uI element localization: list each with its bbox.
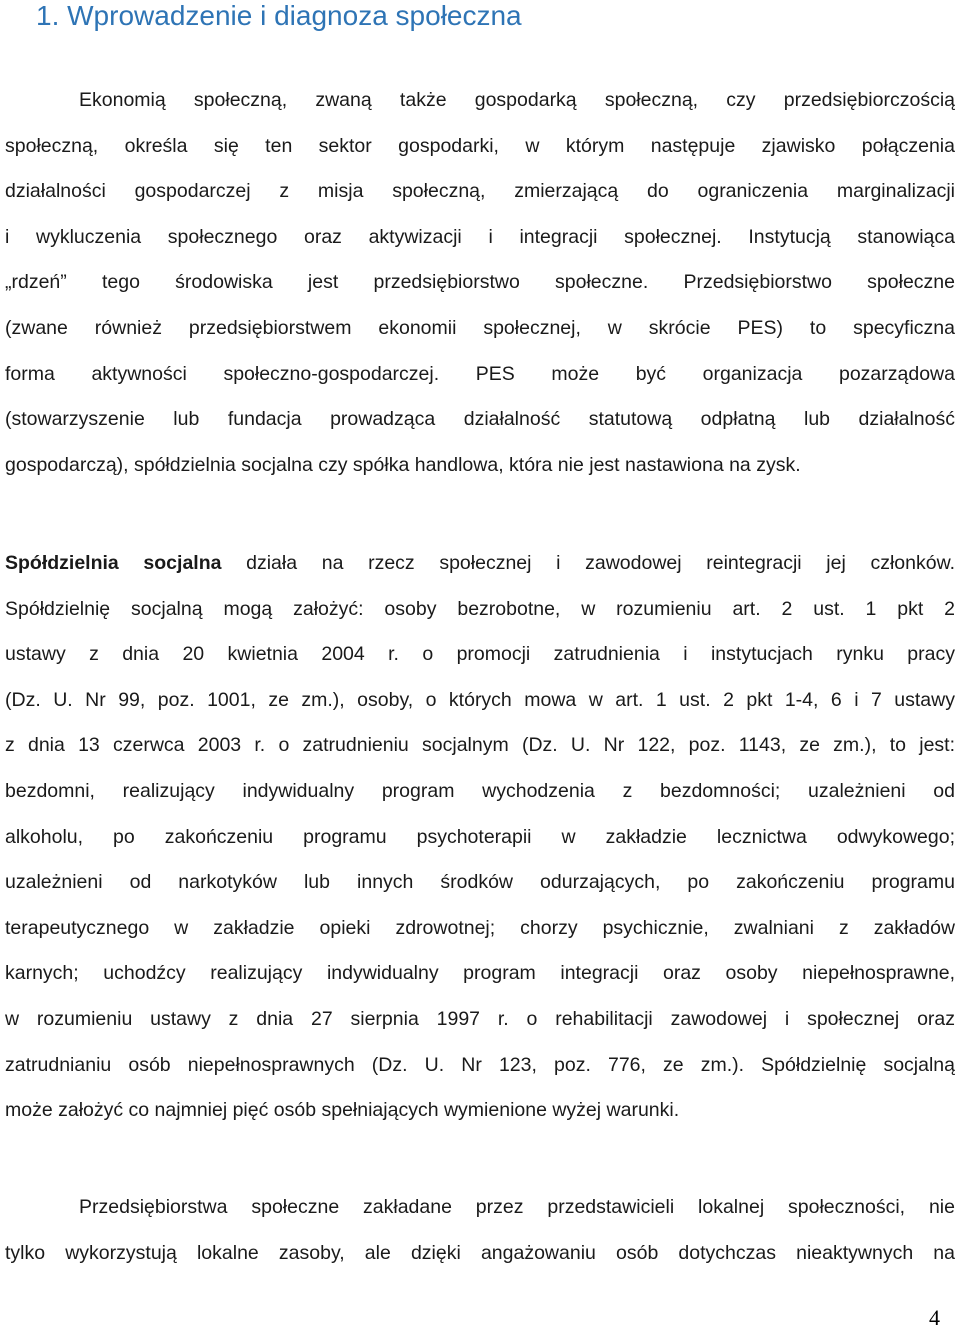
paragraph-line: zatrudnianiu osób niepełnosprawnych (Dz. U. Nr 123, poz. 776, ze zm.). Spółdzielnię socjalną	[5, 1053, 955, 1076]
paragraph-line: może założyć co najmniej pięć osób spełniających wymienione wyżej warunki.	[5, 1099, 680, 1122]
paragraph-line: forma aktywności społeczno-gospodarczej. PES może być organizacja pozarządowa	[5, 362, 955, 385]
paragraph-social-economy	[5, 78, 955, 488]
paragraph-line: i wykluczenia społecznego oraz aktywizacji i integracji społecznej. Instytucją stanowiąca	[5, 225, 955, 248]
paragraph-line: gospodarczą), spółdzielnia socjalna czy spółka handlowa, która nie jest nastawiona na zysk.	[5, 453, 801, 476]
section-heading: 1. Wprowadzenie i diagnoza społeczna	[36, 0, 522, 31]
paragraph-line: (Dz. U. Nr 99, poz. 1001, ze zm.), osoby, o których mowa w art. 1 ust. 2 pkt 1-4, 6 i 7 ustawy	[5, 688, 955, 711]
paragraph-line: Przedsiębiorstwa społeczne zakładane przez przedstawicieli lokalnej społeczności, nie	[79, 1196, 955, 1218]
paragraph-line: Ekonomią społeczną, zwaną także gospodarką społeczną, czy przedsiębiorczością	[79, 89, 955, 111]
paragraph-line: karnych; uchodźcy realizujący indywidualny program integracji oraz osoby niepełnosprawne,	[5, 962, 955, 985]
bold-term: Spółdzielnia socjalna	[5, 552, 222, 574]
paragraph-line: (stowarzyszenie lub fundacja prowadząca działalność statutową odpłatną lub działalność	[5, 408, 955, 431]
paragraph-local-enterprises	[5, 1185, 955, 1276]
paragraph-line: uzależnieni od narkotyków lub innych środków odurzających, po zakończeniu programu	[5, 871, 955, 894]
paragraph-line: działalności gospodarczej z misja społeczną, zmierzającą do ograniczenia marginalizacji	[5, 180, 955, 203]
paragraph-line: terapeutycznego w zakładzie opieki zdrowotnej; chorzy psychicznie, zwalniani z zakładów	[5, 916, 955, 939]
paragraph-line: (zwane również przedsiębiorstwem ekonomii społecznej, w skrócie PES) to specyficzna	[5, 316, 955, 339]
paragraph-line: w rozumieniu ustawy z dnia 27 sierpnia 1997 r. o rehabilitacji zawodowej i społecznej oraz	[5, 1007, 955, 1030]
paragraph-line: Spółdzielnię socjalną mogą założyć: osoby bezrobotne, w rozumieniu art. 2 ust. 1 pkt 2	[5, 597, 955, 620]
page-number: 4	[929, 1305, 940, 1330]
paragraph-line: „rdzeń” tego środowiska jest przedsiębiorstwo społeczne. Przedsiębiorstwo społeczne	[5, 271, 955, 294]
paragraph-social-cooperative	[5, 541, 955, 1134]
paragraph-line: społeczną, określa się ten sektor gospodarki, w którym następuje zjawisko połączenia	[5, 134, 955, 157]
paragraph-line: z dnia 13 czerwca 2003 r. o zatrudnieniu socjalnym (Dz. U. Nr 122, poz. 1143, ze zm.), to jest:	[5, 734, 955, 757]
paragraph-line: Spółdzielnia socjalna działa na rzecz społecznej i zawodowej reintegracji jej członków.	[5, 552, 955, 574]
paragraph-line: ustawy z dnia 20 kwietnia 2004 r. o promocji zatrudnienia i instytucjach rynku pracy	[5, 643, 955, 666]
paragraph-line: alkoholu, po zakończeniu programu psychoterapii w zakładzie lecznictwa odwykowego;	[5, 825, 955, 848]
paragraph-line: tylko wykorzystują lokalne zasoby, ale dzięki angażowaniu osób dotychczas nieaktywnych na	[5, 1241, 955, 1264]
paragraph-line: bezdomni, realizujący indywidualny program wychodzenia z bezdomności; uzależnieni od	[5, 779, 955, 802]
